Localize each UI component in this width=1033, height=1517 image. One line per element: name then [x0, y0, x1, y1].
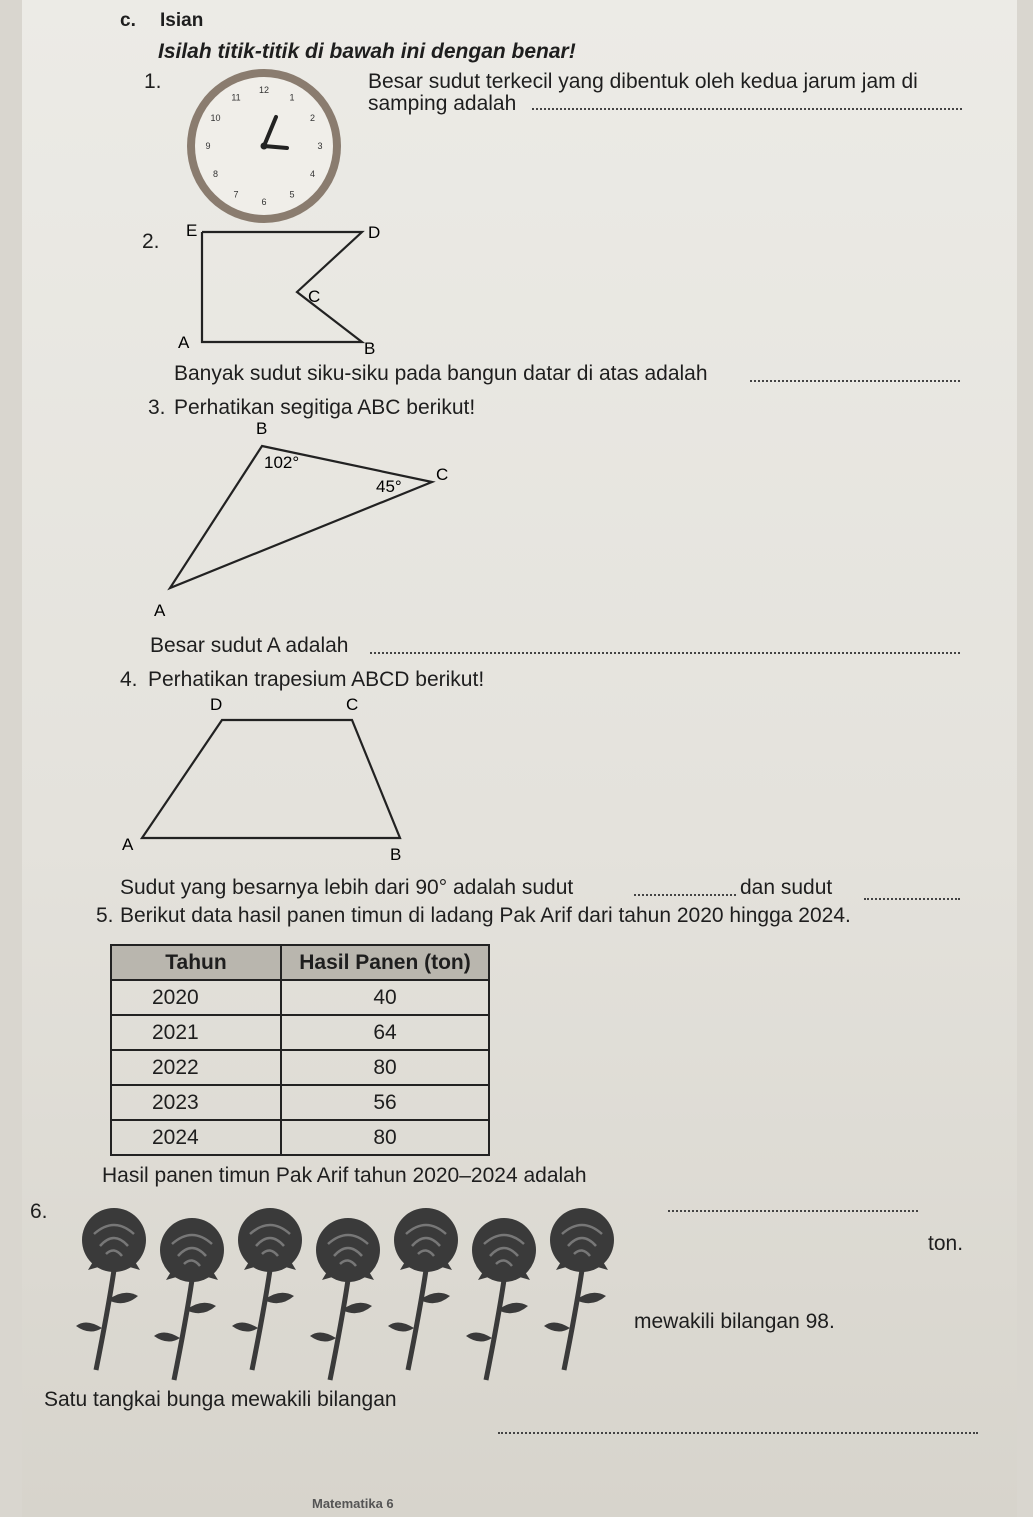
q4-answer-blank-2[interactable]: [864, 898, 960, 900]
q2-label-d: D: [368, 223, 381, 242]
harvest-table: [110, 944, 490, 1156]
q3-label-c: C: [436, 465, 449, 484]
clock-number: 12: [258, 85, 270, 95]
q6-answer-blank[interactable]: [498, 1432, 978, 1434]
q5-number: 5.: [96, 904, 114, 927]
q6-number: 6.: [30, 1200, 48, 1223]
clock-number: 4: [309, 169, 316, 179]
q2-polygon-figure: [172, 222, 412, 362]
q3-label-a: A: [154, 601, 166, 620]
q4-text: Perhatikan trapesium ABCD berikut!: [148, 668, 485, 691]
q4-label-b: B: [390, 845, 402, 864]
table-header-year: Tahun: [111, 945, 281, 980]
q5-question: Hasil panen timun Pak Arif tahun 2020–2024 adalah: [102, 1164, 587, 1187]
rose-pictogram: [72, 1200, 632, 1380]
footer-label: Matematika 6: [312, 1496, 394, 1511]
q2-label-b: B: [364, 339, 376, 358]
q3-label-b: B: [256, 419, 268, 438]
rose-icon: [228, 1200, 308, 1375]
clock-icon: [184, 66, 344, 226]
q4-label-a: A: [122, 835, 134, 854]
table-cell-harvest: 56: [281, 1085, 489, 1120]
rose-icon: [72, 1200, 152, 1375]
table-cell-year: 2021: [111, 1015, 281, 1050]
table-header-harvest: Hasil Panen (ton): [281, 945, 489, 980]
q3-number: 3.: [148, 396, 166, 419]
q2-answer-blank[interactable]: [750, 380, 960, 382]
rose-icon: [462, 1210, 542, 1385]
rose-icon: [384, 1200, 464, 1375]
table-cell-harvest: 40: [281, 980, 489, 1015]
rose-icon: [540, 1200, 620, 1375]
q2-label-e: E: [186, 221, 198, 240]
q5-unit: ton.: [928, 1232, 964, 1255]
clock-number: 10: [210, 113, 221, 123]
instruction: Isilah titik-titik di bawah ini dengan benar!: [158, 40, 576, 63]
q1-text-line1: Besar sudut terkecil yang dibentuk oleh kedua jarum jam di: [368, 70, 918, 93]
table-cell-harvest: 64: [281, 1015, 489, 1050]
q4-question-part1: Sudut yang besarnya lebih dari 90° adalah sudut: [120, 876, 574, 899]
q4-answer-blank-1[interactable]: [634, 894, 736, 896]
q3-answer-blank[interactable]: [370, 652, 960, 654]
q3-angle-c: 45°: [376, 477, 402, 496]
clock-number: 6: [261, 197, 267, 207]
worksheet-page: [22, 0, 1017, 1517]
q5-answer-blank[interactable]: [668, 1210, 918, 1212]
table-cell-year: 2023: [111, 1085, 281, 1120]
table-cell-year: 2024: [111, 1120, 281, 1155]
q3-triangle-figure: [132, 420, 452, 620]
table-row: [111, 1015, 489, 1050]
q4-label-d: D: [210, 695, 223, 714]
clock-number: 9: [205, 141, 211, 151]
q4-number: 4.: [120, 668, 138, 691]
table-cell-harvest: 80: [281, 1050, 489, 1085]
q1-answer-blank[interactable]: [532, 108, 962, 110]
section-title: Isian: [160, 10, 204, 31]
q6-question: Satu tangkai bunga mewakili bilangan: [44, 1388, 397, 1411]
table-row: [111, 980, 489, 1015]
rose-icon: [306, 1210, 386, 1385]
table-header-row: [111, 945, 489, 980]
table-row: [111, 1120, 489, 1155]
q4-question-part2: dan sudut: [740, 876, 833, 899]
q6-text-right: mewakili bilangan 98.: [634, 1310, 835, 1333]
q4-label-c: C: [346, 695, 359, 714]
clock-number: 2: [309, 113, 316, 123]
clock-number: 5: [289, 189, 295, 200]
q4-trapezoid-figure: [114, 694, 434, 864]
q2-label-c: C: [308, 287, 321, 306]
q5-text: Berikut data hasil panen timun di ladang Pak Arif dari tahun 2020 hingga 2024.: [120, 904, 851, 927]
q1-text-line2: samping adalah: [368, 92, 517, 115]
clock-number: 1: [289, 92, 295, 103]
q3-question: Besar sudut A adalah: [150, 634, 349, 657]
table-cell-year: 2020: [111, 980, 281, 1015]
section-letter: c.: [120, 10, 136, 31]
rose-icon: [150, 1210, 230, 1385]
q3-text: Perhatikan segitiga ABC berikut!: [174, 396, 476, 419]
q2-number: 2.: [142, 230, 160, 253]
table-cell-year: 2022: [111, 1050, 281, 1085]
clock-number: 8: [212, 169, 219, 179]
clock-number: 3: [317, 141, 323, 151]
table-row: [111, 1085, 489, 1120]
q2-label-a: A: [178, 333, 190, 352]
q3-angle-b: 102°: [264, 453, 300, 472]
clock-number: 11: [231, 92, 241, 103]
table-row: [111, 1050, 489, 1085]
q1-number: 1.: [144, 70, 162, 93]
q2-question: Banyak sudut siku-siku pada bangun datar di atas adalah: [174, 362, 708, 385]
table-cell-harvest: 80: [281, 1120, 489, 1155]
clock-number: 7: [233, 189, 239, 200]
